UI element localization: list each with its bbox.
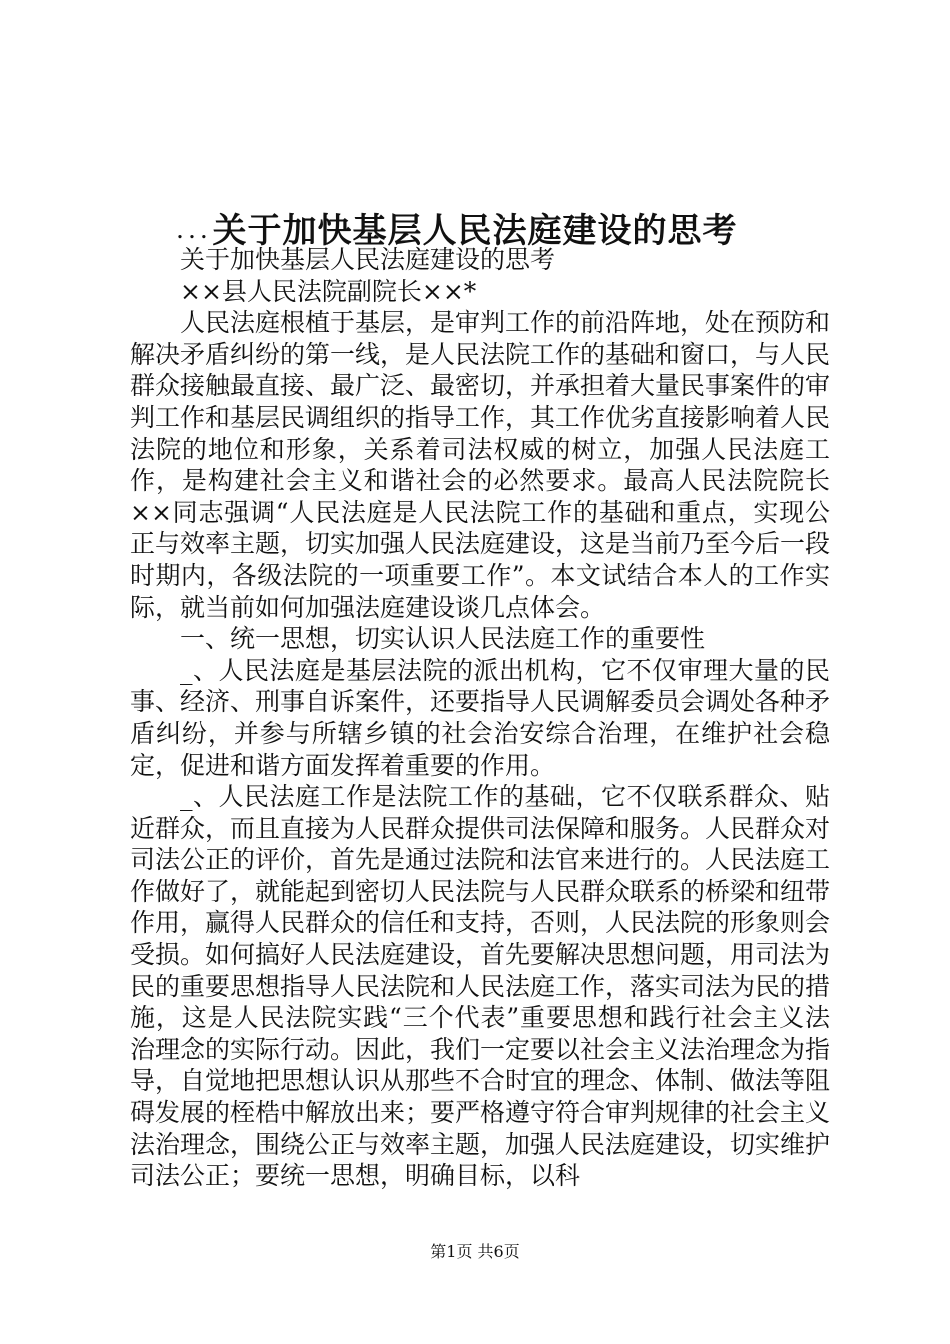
document-title: 关于加快基层人民法庭建设的思考 bbox=[212, 210, 738, 251]
author-line: ××县人民法院副院长××* bbox=[180, 276, 477, 306]
ellipsis-line: ... bbox=[176, 215, 212, 244]
paragraph-intro: 人民法庭根植于基层，是审判工作的前沿阵地，处在预防和解决矛盾纠纷的第一线，是人民法院工作的基础和窗口，与人民群众接触最直接、最广泛、最密切，并承担着大量民事案件的审判工作和基层民调组织的指导工作，其工作优劣直接影响着人民法院的地位和形象，关系着司法权威的树立，加强人民法庭工作，是构建社会主义和谐社会的必然要求。最高人民法院院长××同志强调“人民法庭是人民法院工作的基础和重点，实现公正与效率主题，切实加强人民法庭建设，这是当前乃至今后一段时期内，各级法院的一项重要工作”。本文试结合本人的工作实际，就当前如何加强法庭建设谈几点体会。 bbox=[130, 308, 831, 622]
document-body bbox=[130, 215, 831, 1192]
page-footer: 第1页 共6页 bbox=[430, 1242, 520, 1261]
paragraph-point-1: _、人民法庭是基层法院的派出机构，它不仅审理大量的民事、经济、刑事自诉案件，还要指导人民调解委员会调处各种矛盾纠纷，并参与所辖乡镇的社会治安综合治理，在维护社会稳定，促进和谐方面发挥着重要的作用。 bbox=[130, 655, 831, 780]
subtitle-line: 关于加快基层人民法庭建设的思考 bbox=[180, 245, 556, 274]
section-heading-1: 一、统一思想，切实认识人民法庭工作的重要性 bbox=[180, 624, 706, 654]
paragraph-point-2: _、人民法庭工作是法院工作的基础，它不仅联系群众、贴近群众，而且直接为人民群众提供司法保障和服务。人民群众对司法公正的评价，首先是通过法院和法官来进行的。人民法庭工作做好了，就能起到密切人民法院与人民群众联系的桥梁和纽带作用，赢得人民群众的信任和支持，否则，人民法院的形象则会受损。如何搞好人民法庭建设，首先要解决思想问题，用司法为民的重要思想指导人民法院和人民法庭工作，落实司法为民的措施，这是人民法院实践“三个代表”重要思想和践行社会主义法治理念的实际行动。因此，我们一定要以社会主义法治理念为指导，自觉地把思想认识从那些不合时宜的理念、体制、做法等阻碍发展的桎梏中解放出来；要严格遵守符合审判规律的社会主义法治理念，围绕公正与效率主题，加强人民法庭建设，切实维护司法公正；要统一思想，明确目标，以科 bbox=[130, 782, 831, 1191]
